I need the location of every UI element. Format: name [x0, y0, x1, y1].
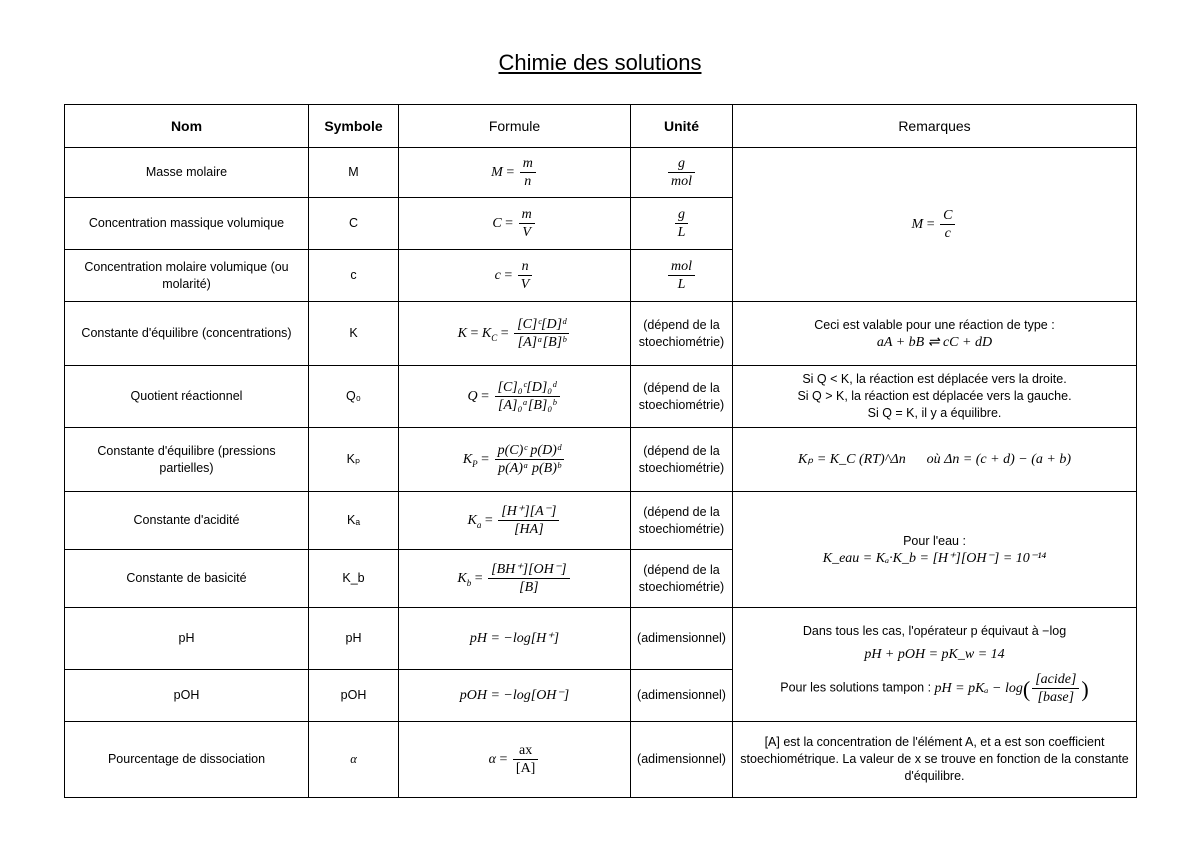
cell-nom: Constante de basicité [65, 550, 309, 608]
cell-nom: pOH [65, 670, 309, 722]
cell-formule [399, 148, 631, 198]
table-row [65, 366, 1137, 428]
cell-formule [399, 722, 631, 798]
table-row [65, 148, 1137, 198]
cell-formule [399, 428, 631, 492]
cell-nom: Constante d'équilibre (concentrations) [65, 302, 309, 366]
table-row [65, 428, 1137, 492]
cell-unite: (dépend de la stoechiométrie) [631, 550, 733, 608]
cell-unite: (adimensionnel) [631, 608, 733, 670]
header-nom: Nom [65, 105, 309, 148]
cell-symbole: pOH [309, 670, 399, 722]
cell-unite: (dépend de la stoechiométrie) [631, 366, 733, 428]
cell-symbole: K_b [309, 550, 399, 608]
header-unite: Unité [631, 105, 733, 148]
cell-remarque-molaire [733, 148, 1137, 302]
cell-remarque-quotient: Si Q < K, la réaction est déplacée vers la droite. Si Q > K, la réaction est déplacée vers la gauche. Si Q = K, il y a équilibre. [733, 366, 1137, 428]
cell-unite: (dépend de la stoechiométrie) [631, 492, 733, 550]
header-row [65, 105, 1137, 148]
formula: c = $\frac{n}{V}$ [495, 268, 535, 283]
cell-unite: $\frac{\text{mol}}{L}$ [631, 250, 733, 302]
cell-symbole: Kₐ [309, 492, 399, 550]
cell-nom: pH [65, 608, 309, 670]
cell-formule [399, 670, 631, 722]
cell-formule [399, 608, 631, 670]
header-remarques: Remarques [733, 105, 1137, 148]
cell-unite: $\frac{g}{\text{mol}}$ [631, 148, 733, 198]
cell-unite: (adimensionnel) [631, 670, 733, 722]
cell-remarque-equilibre: Ceci est valable pour une réaction de type : aA + bB ⇌ cC + dD [733, 302, 1137, 366]
header-symbole: Symbole [309, 105, 399, 148]
page-title: Chimie des solutions [498, 50, 702, 75]
formula: pOH = −log[OH⁻] [459, 688, 570, 703]
cell-remarque-ph: Dans tous les cas, l'opérateur p équivaut à −log pH + pOH = pK_w = 14 Pour les solutions tampon : pH = pKₐ − log( $\frac{\text{[acide]}}{\text{[base]}}$ ) [733, 608, 1137, 722]
cell-symbole: C [309, 198, 399, 250]
cell-unite: (dépend de la stoechiométrie) [631, 428, 733, 492]
formula-table [64, 104, 1137, 798]
formula: pH = −log[H⁺] [469, 631, 560, 646]
cell-unite: (dépend de la stoechiométrie) [631, 302, 733, 366]
cell-symbole: M [309, 148, 399, 198]
cell-symbole: Kₚ [309, 428, 399, 492]
cell-formule [399, 492, 631, 550]
formula: M = $\frac{m}{n}$ [491, 165, 538, 180]
formula: $K = K_C$ = $\frac{\text{[C]ᶜ[D]ᵈ}}{\text{[A]ᵃ[B]ᵇ}}$ [458, 326, 572, 341]
formula: $K_P$ = $\frac{\text{p(C)ᶜ p(D)ᵈ}}{\text{p(A)ᵃ p(B)ᵇ}}$ [463, 452, 566, 467]
cell-nom: Concentration massique volumique [65, 198, 309, 250]
cell-remarque-eau: Pour l'eau : K_eau = Kₐ·K_b = [H⁺][OH⁻] = 10⁻¹⁴ [733, 492, 1137, 608]
cell-remarque-pressions: Kₚ = K_C (RT)^Δn où Δn = (c + d) − (a + b) [733, 428, 1137, 492]
cell-nom: Quotient réactionnel [65, 366, 309, 428]
formula: $K_a$ = $\frac{[H^+][A^-]}{[HA]}$ [468, 513, 562, 528]
cell-symbole: pH [309, 608, 399, 670]
cell-formule [399, 302, 631, 366]
table-row [65, 302, 1137, 366]
cell-formule [399, 366, 631, 428]
cell-formule [399, 550, 631, 608]
cell-nom: Concentration molaire volumique (ou molarité) [65, 250, 309, 302]
formula: $K_b$ = $\frac{[BH^+][OH^-]}{[B]}$ [457, 571, 571, 586]
cell-formule [399, 198, 631, 250]
formula: C = $\frac{m}{V}$ [492, 216, 536, 231]
cell-symbole: c [309, 250, 399, 302]
table-row [65, 722, 1137, 798]
cell-nom: Masse molaire [65, 148, 309, 198]
header-formule: Formule [399, 105, 631, 148]
table-row [65, 492, 1137, 550]
cell-nom: Constante d'équilibre (pressions partielles) [65, 428, 309, 492]
table-row [65, 608, 1137, 670]
cell-symbole: Q₀ [309, 366, 399, 428]
cell-unite: (adimensionnel) [631, 722, 733, 798]
cell-nom: Pourcentage de dissociation [65, 722, 309, 798]
cell-symbole: K [309, 302, 399, 366]
formula: α = $\frac{ax}{[A]}$ [489, 752, 541, 767]
cell-remarque-dissociation: [A] est la concentration de l'élément A, et a est son coefficient stoechiométrique. La valeur de x se trouve en fonction de la constante d'équilibre. [733, 722, 1137, 798]
cell-unite: $\frac{g}{L}$ [631, 198, 733, 250]
formula: Q = $\frac{\text{[C]₀ᶜ[D]₀ᵈ}}{\text{[A]₀ᵃ[B]₀ᵇ}}$ [467, 389, 561, 404]
formula: M = $\frac{C}{c}$ [912, 217, 958, 232]
cell-symbole: α [309, 722, 399, 798]
cell-formule [399, 250, 631, 302]
cell-nom: Constante d'acidité [65, 492, 309, 550]
